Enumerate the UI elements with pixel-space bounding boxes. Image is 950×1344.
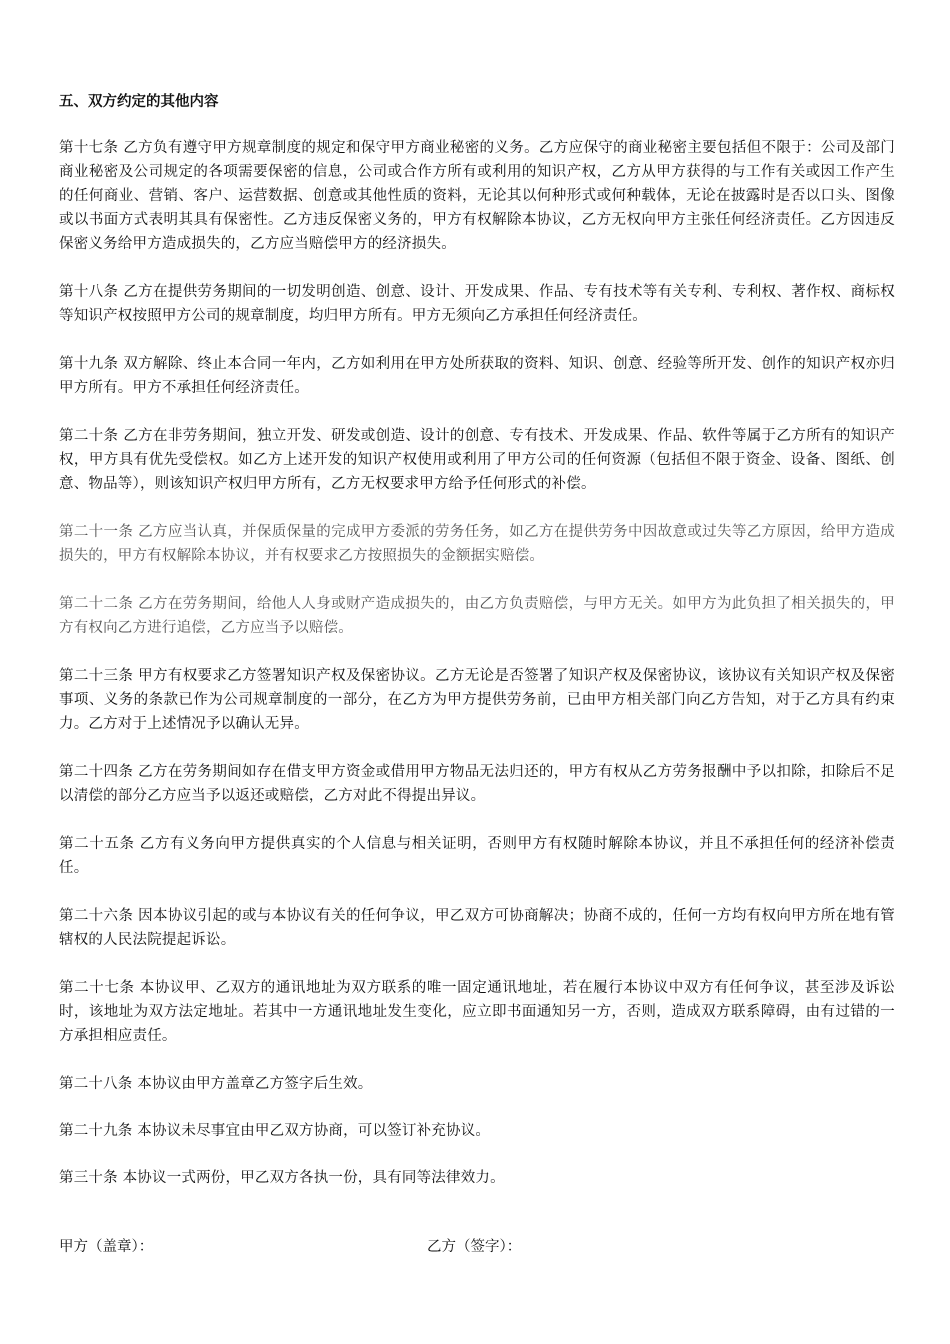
clause-18: 第十八条 乙方在提供劳务期间的一切发明创造、创意、设计、开发成果、作品、专有技术等有关专利、专利权、著作权、商标权等知识产权按照甲方公司的规章制度，均归甲方所有。甲方无须向乙方承担任何经济责任。	[59, 284, 895, 324]
clause-20: 第二十条 乙方在非劳务期间，独立开发、研发或创造、设计的创意、专有技术、开发成果、作品、软件等属于乙方所有的知识产权，甲方具有优先受偿权。如乙方上述开发的知识产权使用或利用了甲方公司的任何资源（包括但不限于资金、设备、图纸、创意、物品等），则该知识产权归甲方所有，乙方无权要求甲方给予任何形式的补偿。	[59, 428, 895, 492]
clause-28: 第二十八条 本协议由甲方盖章乙方签字后生效。	[59, 1076, 373, 1092]
clause-17: 第十七条 乙方负有遵守甲方规章制度的规定和保守甲方商业秘密的义务。乙方应保守的商业秘密主要包括但不限于：公司及部门商业秘密及公司规定的各项需要保密的信息，公司或合作方所有或利用的知识产权，乙方从甲方获得的与工作有关或因工作产生的任何商业、营销、客户、运营数据、创意或其他性质的资料，无论其以何种形式或何种载体，无论在披露时是否以口头、图像或以书面方式表明其具有保密性。乙方违反保密义务的，甲方有权解除本协议，乙方无权向甲方主张任何经济责任。乙方因违反保密义务给甲方造成损失的，乙方应当赔偿甲方的经济损失。	[59, 140, 895, 252]
clause-21: 第二十一条 乙方应当认真，并保质保量的完成甲方委派的劳务任务，如乙方在提供劳务中因故意或过失等乙方原因，给甲方造成损失的，甲方有权解除本协议，并有权要求乙方按照损失的金额据实赔偿。	[59, 524, 895, 564]
clause-24: 第二十四条 乙方在劳务期间如存在借支甲方资金或借用甲方物品无法归还的，甲方有权从乙方劳务报酬中予以扣除，扣除后不足以清偿的部分乙方应当予以返还或赔偿，乙方对此不得提出异议。	[59, 764, 895, 804]
clause-27: 第二十七条 本协议甲、乙双方的通讯地址为双方联系的唯一固定通讯地址，若在履行本协议中双方有任何争议，甚至涉及诉讼时，该地址为双方法定地址。若其中一方通讯地址发生变化，应立即书面通知另一方，否则，造成双方联系障碍，由有过错的一方承担相应责任。	[59, 980, 895, 1044]
clause-29: 第二十九条 本协议未尽事宜由甲乙双方协商，可以签订补充协议。	[59, 1123, 491, 1139]
clause-22: 第二十二条 乙方在劳务期间，给他人人身或财产造成损失的，由乙方负责赔偿，与甲方无关。如甲方为此负担了相关损失的，甲方有权向乙方进行追偿，乙方应当予以赔偿。	[59, 596, 895, 636]
section-heading: 五、双方约定的其他内容	[59, 94, 219, 110]
clause-19: 第十九条 双方解除、终止本合同一年内，乙方如利用在甲方处所获取的资料、知识、创意、经验等所开发、创作的知识产权亦归甲方所有。甲方不承担任何经济责任。	[59, 356, 895, 396]
clause-26: 第二十六条 因本协议引起的或与本协议有关的任何争议，甲乙双方可协商解决；协商不成的，任何一方均有权向甲方所在地有管辖权的人民法院提起诉讼。	[59, 908, 895, 948]
party-a-signature-label: 甲方（盖章）：	[59, 1239, 154, 1255]
clause-25: 第二十五条 乙方有义务向甲方提供真实的个人信息与相关证明，否则甲方有权随时解除本协议，并且不承担任何的经济补偿责任。	[59, 836, 895, 876]
party-b-signature-label: 乙方（签字）：	[427, 1239, 522, 1255]
contract-page	[59, 90, 895, 1213]
clause-23: 第二十三条 甲方有权要求乙方签署知识产权及保密协议。乙方无论是否签署了知识产权及保密协议，该协议有关知识产权及保密事项、义务的条款已作为公司规章制度的一部分，在乙方为甲方提供劳务前，已由甲方相关部门向乙方告知，对于乙方具有约束力。乙方对于上述情况予以确认无异。	[59, 668, 895, 732]
clause-30: 第三十条 本协议一式两份，甲乙双方各执一份，具有同等法律效力。	[59, 1170, 505, 1186]
